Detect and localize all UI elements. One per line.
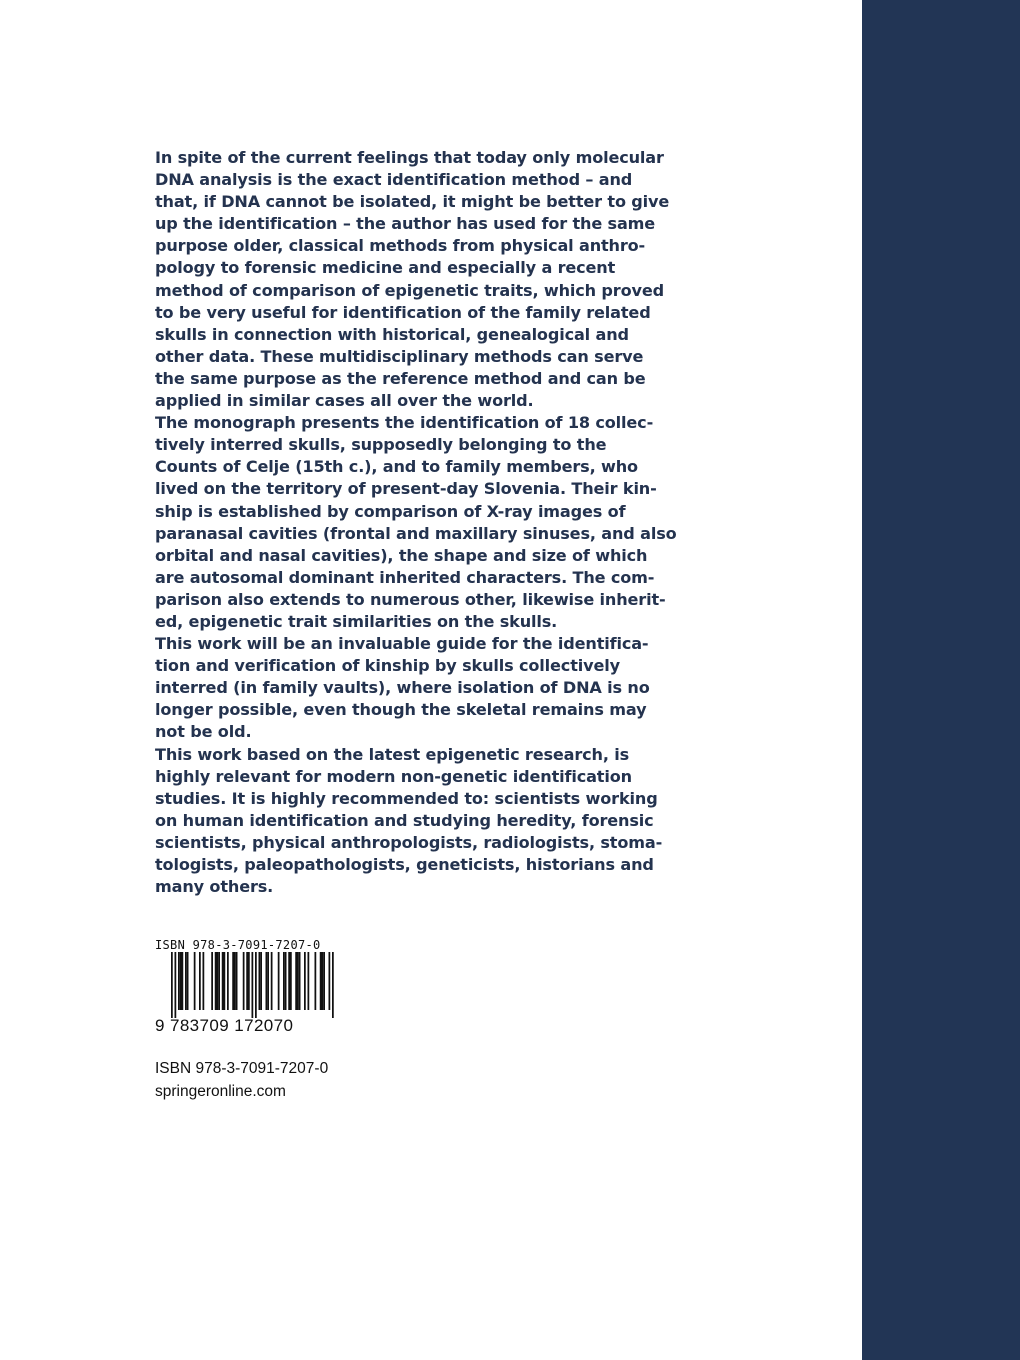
barcode-bar: [329, 952, 331, 1010]
blurb-line: on human identification and studying heredity, forensic: [155, 810, 654, 830]
blurb-line: tion and verification of kinship by skulls collectively: [155, 656, 620, 676]
barcode-bar: [323, 952, 325, 1010]
blurb-line: scientists, physical anthropologists, radiologists, stoma-: [155, 832, 663, 852]
barcode-bar: [199, 952, 201, 1010]
barcode-bar: [218, 952, 220, 1010]
blurb-line: interred (in family vaults), where isolation of DNA is no: [155, 678, 650, 698]
barcode-bar: [227, 952, 229, 1010]
barcode-bar: [315, 952, 317, 1010]
barcode-bar: [259, 952, 261, 1010]
blurb-line: This work will be an invaluable guide for the identifica-: [155, 634, 649, 654]
blurb-line: many others.: [155, 877, 274, 897]
barcode-bar: [194, 952, 196, 1010]
blurb-line: lived on the territory of present-day Slovenia. Their kin-: [155, 479, 657, 499]
barcode-bar: [283, 952, 285, 1010]
barcode-bar: [285, 952, 287, 1010]
blurb-line: method of comparison of epigenetic traits, which proved: [155, 280, 664, 300]
barcode-guard-bar: [332, 952, 334, 1018]
barcode-bar: [224, 952, 226, 1010]
blurb-line: pology to forensic medicine and especially a recent: [155, 258, 616, 278]
blurb-line: the same purpose as the reference method and can be: [155, 368, 646, 388]
blurb-line: purpose older, classical methods from physical anthro-: [155, 236, 646, 256]
blurb-line: paranasal cavities (frontal and maxillary sinuses, and also: [155, 523, 677, 543]
blurb-line: up the identification – the author has used for the same: [155, 214, 656, 234]
barcode-bar: [236, 952, 238, 1010]
blurb-line: to be very useful for identification of the family related: [155, 302, 651, 322]
barcode-guard-bar: [252, 952, 254, 1018]
blurb-line: that, if DNA cannot be isolated, it might be better to give: [155, 192, 670, 212]
barcode-digits: 9 783709 172070: [155, 1016, 294, 1035]
barcode-bar: [322, 952, 324, 1010]
barcode-isbn-label: ISBN 978-3-7091-7207-0: [155, 938, 321, 952]
barcode-bar: [185, 952, 187, 1010]
blurb-line: highly relevant for modern non-genetic identification: [155, 766, 632, 786]
blurb-line: applied in similar cases all over the world.: [155, 391, 534, 411]
barcode-guard-bar: [255, 952, 257, 1018]
blurb-line: not be old.: [155, 722, 252, 742]
publisher-website: springeronline.com: [155, 1083, 286, 1100]
barcode-bar: [215, 952, 217, 1010]
blurb-line: are autosomal dominant inherited characters. The com-: [155, 567, 655, 587]
blurb-line: orbital and nasal cavities), the shape and size of which: [155, 545, 648, 565]
isbn-number: ISBN 978-3-7091-7207-0: [155, 1060, 329, 1077]
barcode-bar: [278, 952, 280, 1010]
barcode-bar: [222, 952, 224, 1010]
blurb-line: Counts of Celje (15th c.), and to family members, who: [155, 457, 638, 477]
blurb-line: tologists, paleopathologists, geneticists, historians and: [155, 855, 654, 874]
barcode-bars: [155, 952, 335, 1018]
barcode-bar: [203, 952, 205, 1010]
blurb-line: parison also extends to numerous other, likewise inherit-: [155, 589, 666, 609]
barcode-bar: [320, 952, 322, 1010]
blurb-line: studies. It is highly recommended to: scientists working: [155, 788, 658, 808]
blurb-line: In spite of the current feelings that today only molecular: [155, 148, 664, 167]
barcode-bar: [308, 952, 310, 1010]
blurb-line: skulls in connection with historical, genealogical and: [155, 324, 629, 344]
barcode-bar: [295, 952, 297, 1010]
barcode-bar: [267, 952, 269, 1010]
barcode-bar: [232, 952, 234, 1010]
blurb-line: ship is established by comparison of X-ray images of: [155, 501, 626, 521]
barcode-guard-bar: [175, 952, 177, 1018]
barcode-bar: [299, 952, 301, 1010]
blurb-line: tively interred skulls, supposedly belonging to the: [155, 435, 607, 455]
barcode-bar: [243, 952, 245, 1010]
barcode-bar: [297, 952, 299, 1010]
blurb-line: The monograph presents the identification of 18 collec-: [155, 413, 654, 433]
barcode-bar: [182, 952, 184, 1010]
barcode-bar: [180, 952, 182, 1010]
blurb-line: other data. These multidisciplinary methods can serve: [155, 346, 644, 366]
barcode-bar: [304, 952, 306, 1010]
barcode-bar: [246, 952, 248, 1010]
barcode-bar: [248, 952, 250, 1010]
barcode-bar: [266, 952, 268, 1010]
barcode-bar: [178, 952, 180, 1010]
back-cover-blurb: [155, 147, 715, 898]
blurb-line: DNA analysis is the exact identification method – and: [155, 170, 633, 190]
barcode-bar: [271, 952, 273, 1010]
barcode-bar: [290, 952, 292, 1010]
barcode-bar: [260, 952, 262, 1010]
cover-spine-band: [862, 0, 1020, 1360]
barcode-bar: [234, 952, 236, 1010]
blurb-line: ed, epigenetic trait similarities on the skulls.: [155, 611, 558, 631]
blurb-line: longer possible, even though the skeletal remains may: [155, 700, 647, 720]
barcode-bar: [217, 952, 219, 1010]
barcode-bar: [288, 952, 290, 1010]
blurb-line: This work based on the latest epigenetic research, is: [155, 744, 630, 764]
barcode-bar: [187, 952, 189, 1010]
barcode-guard-bar: [171, 952, 173, 1018]
barcode-bar: [211, 952, 213, 1010]
